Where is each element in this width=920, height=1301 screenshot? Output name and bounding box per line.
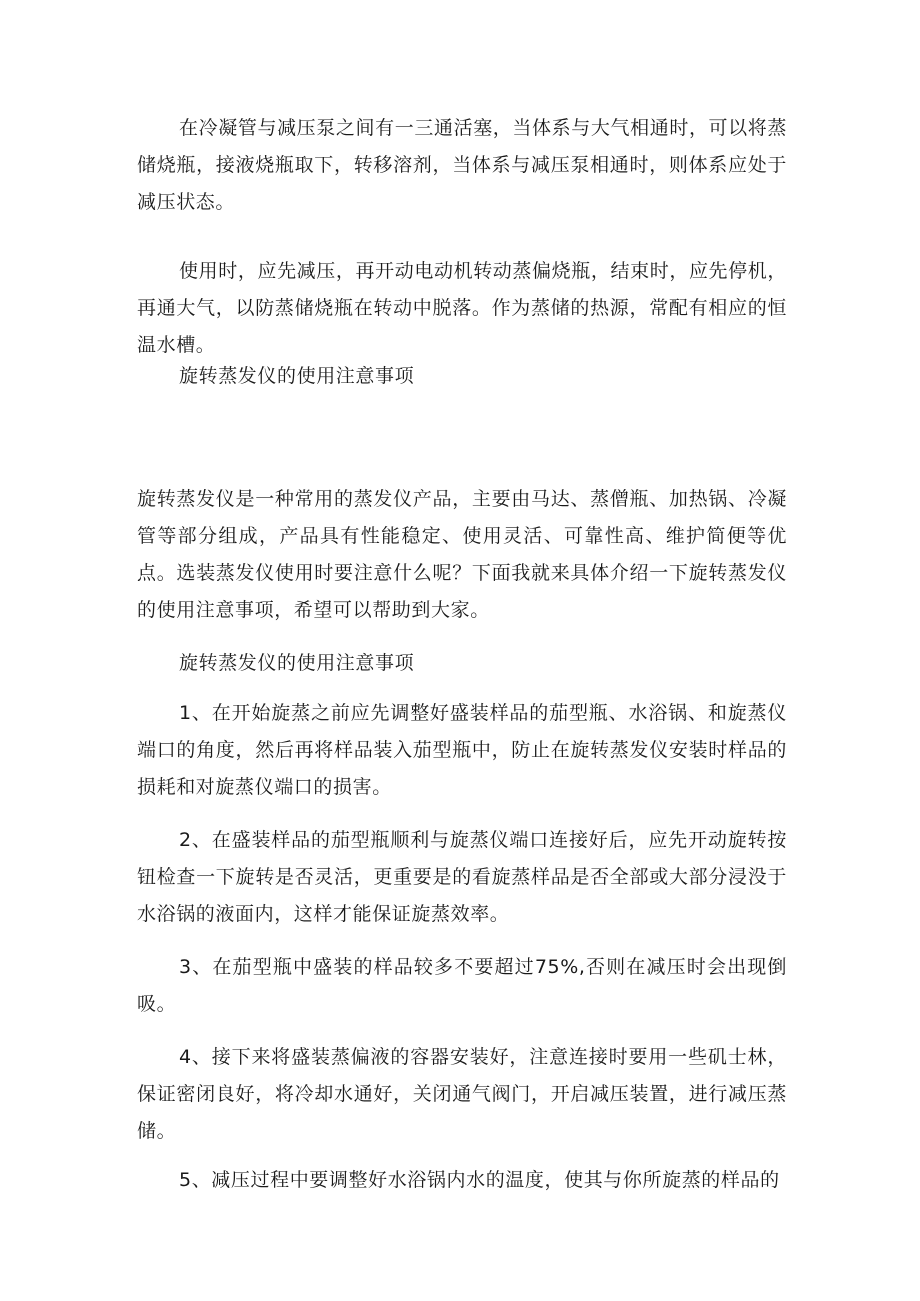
paragraph-introduction: 旋转蒸发仪是一种常用的蒸发仪产品，主要由马达、蒸僧瓶、加热锅、冷凝管等部分组成，产品具有性能稳定、使用灵活、可靠性高、维护简便等优点。选装蒸发仪使用时要注意什么呢？下面我就来具体介绍一下旋转蒸发仪的使用注意事项，希望可以帮助到大家。 <box>137 488 787 621</box>
section-heading-precautions: 旋转蒸发仪的使用注意事项 <box>179 365 415 387</box>
list-item-2: 2、在盛装样品的茄型瓶顺利与旋蒸仪端口连接好后，应先开动旋转按钮检查一下旋转是否灵活，更重要是的看旋蒸样品是否全部或大部分浸没于水浴锅的液面内，这样才能保证旋蒸效率。 <box>137 829 787 925</box>
list-item-4: 4、接下来将盛装蒸偏液的容器安装好，注意连接时要用一些矶士林，保证密闭良好，将冷却水通好，关闭通气阀门，开启减压装置，进行减压蒸储。 <box>137 1046 787 1142</box>
section-heading-precautions-repeat: 旋转蒸发仪的使用注意事项 <box>179 652 415 674</box>
list-item-5: 5、减压过程中要调整好水浴锅内水的温度，使其与你所旋蒸的样品的 <box>179 1169 780 1191</box>
paragraph-usage-steps: 使用时，应先减压，再开动电动机转动蒸偏烧瓶，结束时，应先停机，再通大气，以防蒸储烧瓶在转动中脱落。作为蒸储的热源，常配有相应的恒温水槽。 <box>137 260 787 356</box>
list-item-1: 1、在开始旋蒸之前应先调整好盛装样品的茄型瓶、水浴锅、和旋蒸仪端口的角度，然后再将样品装入茄型瓶中，防止在旋转蒸发仪安装时样品的损耗和对旋蒸仪端口的损害。 <box>137 702 787 798</box>
list-item-3: 3、在茄型瓶中盛装的样品较多不要超过75%,否则在减压时会出现倒吸。 <box>137 956 787 1015</box>
paragraph-three-way-valve: 在冷凝管与减压泵之间有一三通活塞，当体系与大气相通时，可以将蒸储烧瓶，接液烧瓶取下，转移溶剂，当体系与减压泵相通时，则体系应处于减压状态。 <box>137 117 787 213</box>
